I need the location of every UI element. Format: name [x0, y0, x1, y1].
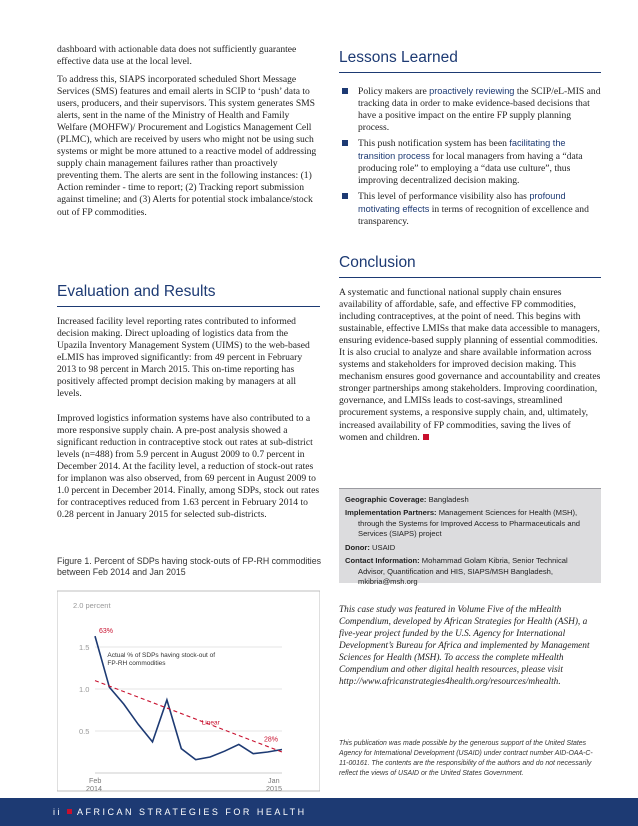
- eval-heading-block: [57, 283, 320, 301]
- separator-square-icon: [67, 809, 72, 814]
- geo-row: Geographic Coverage: Bangladesh: [345, 495, 469, 504]
- conclusion-heading-block: [339, 254, 601, 272]
- paragraph: To address this, SIAPS incorporated scheduled Short Message Services (SMS) features and email alerts in SCIP to ‘push’ data to users, producers, and their supervisors. This system generates SMS alerts, sent in the name of the Ministry of Health and Family Welfare (MOHFW)/ Procurement and Logistics Management Cell (PLMC), which are received by users who might not be using such systems or might be more attuned to a reactive model of addressing supply chain management failures rather than proactively preventing them. The alerts are sent in the following instances: (1) Action reminder - time to report; (2) Tracking report submission against timeline; and (3) Alerts for potential stock imbalance/stock out of FP commodities.: [57, 74, 317, 218]
- donor-row: Donor: USAID: [345, 543, 396, 552]
- annotation-end-value: 28%: [264, 736, 279, 744]
- list-item: This level of performance visibility also has profound motivating effects in terms of recognition of excellence and transparency.: [339, 190, 601, 228]
- annotation-start-value: 63%: [99, 628, 114, 636]
- series-label-linear: Linear: [201, 719, 220, 727]
- footer-text: [53, 807, 307, 817]
- lessons-list-block: [339, 85, 601, 232]
- heading-rule: [57, 306, 320, 307]
- end-mark-icon: [423, 434, 429, 440]
- chart-frame: [57, 591, 320, 791]
- left-para-4: [57, 413, 320, 521]
- figure-caption: Figure 1. Percent of SDPs having stock-outs of FP-RH commodities between Feb 2014 and Jan 2015: [57, 556, 322, 577]
- left-para-2: [57, 74, 320, 219]
- x-end-label-month: Jan: [268, 776, 280, 785]
- conclusion-block: [339, 287, 601, 444]
- list-item: Policy makers are proactively reviewing the SCIP/eL-MIS and tracking data in order to make evidence-based decisions that have a positive impact on the entire FP supply planning process.: [339, 85, 601, 134]
- x-start-label-year: 2014: [86, 784, 102, 793]
- case-study-note: [339, 604, 601, 688]
- section-heading-lessons: Lessons Learned: [339, 49, 458, 66]
- bullet-square-icon: [342, 193, 348, 199]
- lessons-list: [339, 85, 601, 229]
- highlight-text: facilitating the transition process: [358, 138, 566, 162]
- highlight-text: profound motivating effects: [358, 191, 566, 215]
- impl-row: Implementation Partners: Management Sciences for Health (MSH), through the Systems for Improved Access to Pharmaceuticals and Services (SIAPS) project: [345, 508, 581, 539]
- section-heading-conclusion: Conclusion: [339, 254, 416, 271]
- paragraph: This case study was featured in Volume Five of the mHealth Compendium, developed by African Strategies for Health (ASH), a five-year project funded by the U.S. Agency for International Development’s Bureau for Africa and implemented by Management Sciences for Health (MSH). To access the complete mHealth Compendium and other digital health resources, please visit http://www.africanstrategies4health.org/resources/mhealth.: [339, 605, 590, 688]
- page-number: ii: [53, 807, 62, 817]
- footer-bar: [0, 798, 638, 826]
- paragraph: Increased facility level reporting rates contributed to informed decision making. Direct uploading of logistics data from the Upazila Inventory Management System (UIMS) to the web-based eLMIS has improved significantly: from 49 percent in February 2013 to 98 percent in March 2015. This on-time reporting has positively affected prompt decision making by managers at all levels.: [57, 316, 310, 400]
- y-tick-label: 1.5: [79, 643, 90, 652]
- paragraph: dashboard with actionable data does not sufficiently guarantee effective data use at the local level.: [57, 44, 297, 68]
- heading-rule: [339, 72, 601, 73]
- y-tick-label: 1.0: [79, 685, 90, 694]
- lessons-heading-block: [339, 49, 601, 67]
- footer-org-name: AFRICAN STRATEGIES FOR HEALTH: [77, 807, 307, 817]
- project-info-box: [339, 488, 601, 587]
- contact-row: Contact Information: Mohammad Golam Kibria, Senior Technical Advisor, Quantification and HIS, SIAPS/MSH Bangladesh, mkibria@msh.org: [345, 556, 568, 587]
- list-item: This push notification system has been facilitating the transition process for local managers from having a “data producing role” to employing a “data use culture”, thus improving decentralized decision making.: [339, 137, 601, 187]
- highlight-text: proactively reviewing: [429, 86, 515, 96]
- heading-rule: [339, 277, 601, 278]
- series-label-actual: Actual % of SDPs having stock-out of FP-RH commodities: [107, 652, 216, 668]
- bullet-square-icon: [342, 88, 348, 94]
- x-end-label-year: 2015: [266, 784, 282, 793]
- left-para-3: [57, 316, 320, 400]
- y-top-label: 2.0 percent: [73, 601, 111, 610]
- bullet-square-icon: [342, 140, 348, 146]
- section-heading-evaluation: Evaluation and Results: [57, 283, 216, 300]
- paragraph: Improved logistics information systems have also contributed to a more responsive supply chain. A pre-post analysis showed a significant reduction in contraceptive stock out rates at sub-district levels (n=488) from 5.9 percent in August 2009 to 0.7 percent in December 2014. At the facility level, a reduction of stock-out rates for implanon was also observed, from 69 percent in August 2009 to 1.0 percent in December 2014. Finally, among SDPs, stock out rates for contraceptives reduced from 1.63 percent in February 2014 to 0.28 percent in January 2015 for selected sub-districts.: [57, 413, 320, 521]
- left-para-1: [57, 44, 320, 68]
- paragraph: A systematic and functional national supply chain ensures availability of affordable, safe, and effective FP commodities, including contraceptives, at the point of need. This begins with sustainable, effective LMISs that make data accessible to managers, ensuring evidence-based supply planning of essential commodities. It is also crucial to analyze and share available information across systems and stakeholders for improved decision making. This mechanism ensures good governance and accountability and creates stronger partnerships among stakeholders. Improving coordination, governance, and LMISs leads to cost-savings, streamlined procurement systems, a responsive supply chain, and, ultimately, increased availability of FP commodities, saving the lives of women and children.: [339, 287, 601, 443]
- y-tick-label: 0.5: [79, 727, 90, 736]
- x-start-label-month: Feb: [89, 776, 102, 785]
- disclaimer: This publication was made possible by the generous support of the United States Agency for International Development (USAID) under contract number AID-OAA-C-11-00161. The contents are the responsibility of the authors and do not necessarily reflect the views of USAID or the United States Government.: [339, 740, 593, 777]
- stockout-line-chart: [57, 580, 320, 802]
